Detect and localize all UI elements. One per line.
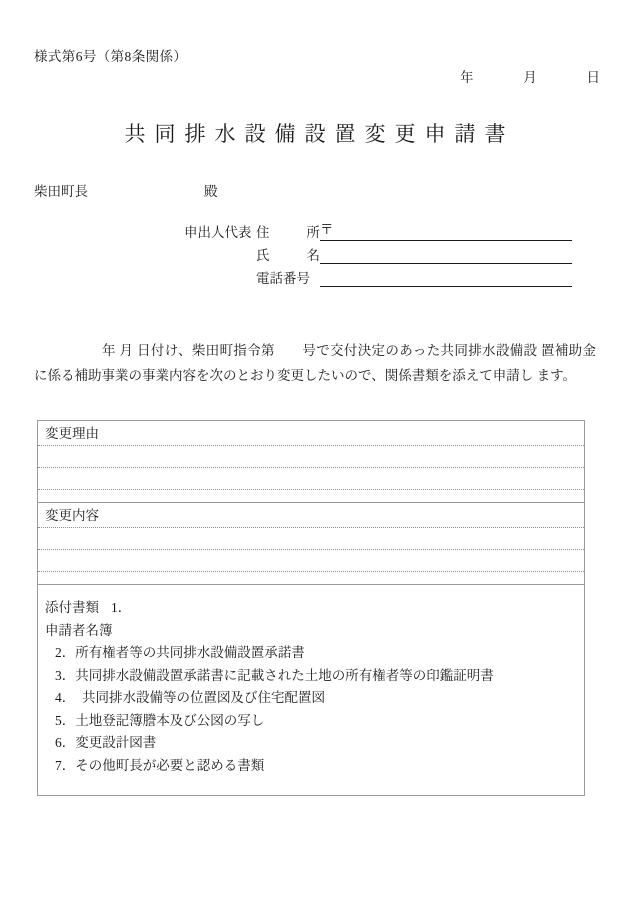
attachments-item-4: 4． 共同排水設備等の位置図及び住宅配置図 <box>55 690 325 705</box>
applicant-phone-label: 電話番号 <box>256 271 310 286</box>
applicant-lead-label: 申出人代表 <box>184 225 252 240</box>
date-month-label: 月 <box>523 70 537 85</box>
attachments-section <box>38 585 584 795</box>
addressee-line <box>34 180 218 200</box>
writing-rule-line <box>38 571 584 584</box>
date-year-label: 年 <box>460 70 474 85</box>
attachments-item-6: 6．変更設計図書 <box>55 735 157 750</box>
page-title: 共同排水設備設置変更申請書 <box>124 122 515 146</box>
applicant-name-input[interactable] <box>320 246 572 264</box>
applicant-address-row <box>184 218 572 241</box>
change-reason-section <box>38 421 584 503</box>
applicant-representative-block <box>184 218 572 287</box>
attachments-item-5: 5．土地登記簿謄本及び公図の写し <box>55 712 265 728</box>
attachments-list <box>38 585 584 795</box>
form-table <box>37 420 585 796</box>
date-entry-row <box>460 66 600 86</box>
form-code-label: 様式第6号（第8条関係） <box>34 49 188 64</box>
attachments-item-2: 2．所有権者等の共同排水設備設置承諾書 <box>55 645 305 660</box>
change-reason-label: 変更理由 <box>45 426 99 441</box>
writing-rule-line <box>38 445 584 467</box>
change-reason-writing-area[interactable] <box>38 445 584 502</box>
applicant-address-label: 住所 <box>256 225 320 240</box>
applicant-name-label: 氏名 <box>256 248 320 263</box>
postal-code-mark: 〒 <box>320 222 334 237</box>
addressee-recipient: 柴田町長 <box>34 184 88 199</box>
attachments-item-1-text: 申請者名簿 <box>45 622 113 638</box>
change-content-section <box>38 503 584 585</box>
addressee-honorific: 殿 <box>204 184 218 199</box>
applicant-address-input[interactable] <box>320 223 572 241</box>
attachments-item-3: 3．共同排水設備設置承諾書に記載された土地の所有権者等の印鑑証明書 <box>55 667 494 683</box>
writing-rule-line <box>38 527 584 549</box>
writing-rule-line <box>38 489 584 502</box>
application-statement: 年 月 日付け、柴田町指令第 号で交付決定のあった共同排水設備設 置補助金に係る補助事業の事業内容を次のとおり変更したいので、関係書類を添えて申請し ます。 <box>34 343 596 383</box>
attachments-heading-label: 添付書類 <box>45 600 99 615</box>
writing-rule-line <box>38 467 584 489</box>
applicant-phone-row <box>184 264 572 287</box>
change-content-writing-area[interactable] <box>38 527 584 584</box>
attachments-heading <box>45 597 584 620</box>
writing-rule-line <box>38 549 584 571</box>
date-day-label: 日 <box>586 70 600 85</box>
attachments-item-1-number: 1． <box>111 600 132 615</box>
attachments-item-7: 7．その他町長が必要と認める書類 <box>55 757 265 773</box>
applicant-name-row <box>184 241 572 264</box>
applicant-phone-input[interactable] <box>320 269 572 287</box>
change-content-label: 変更内容 <box>45 508 99 523</box>
